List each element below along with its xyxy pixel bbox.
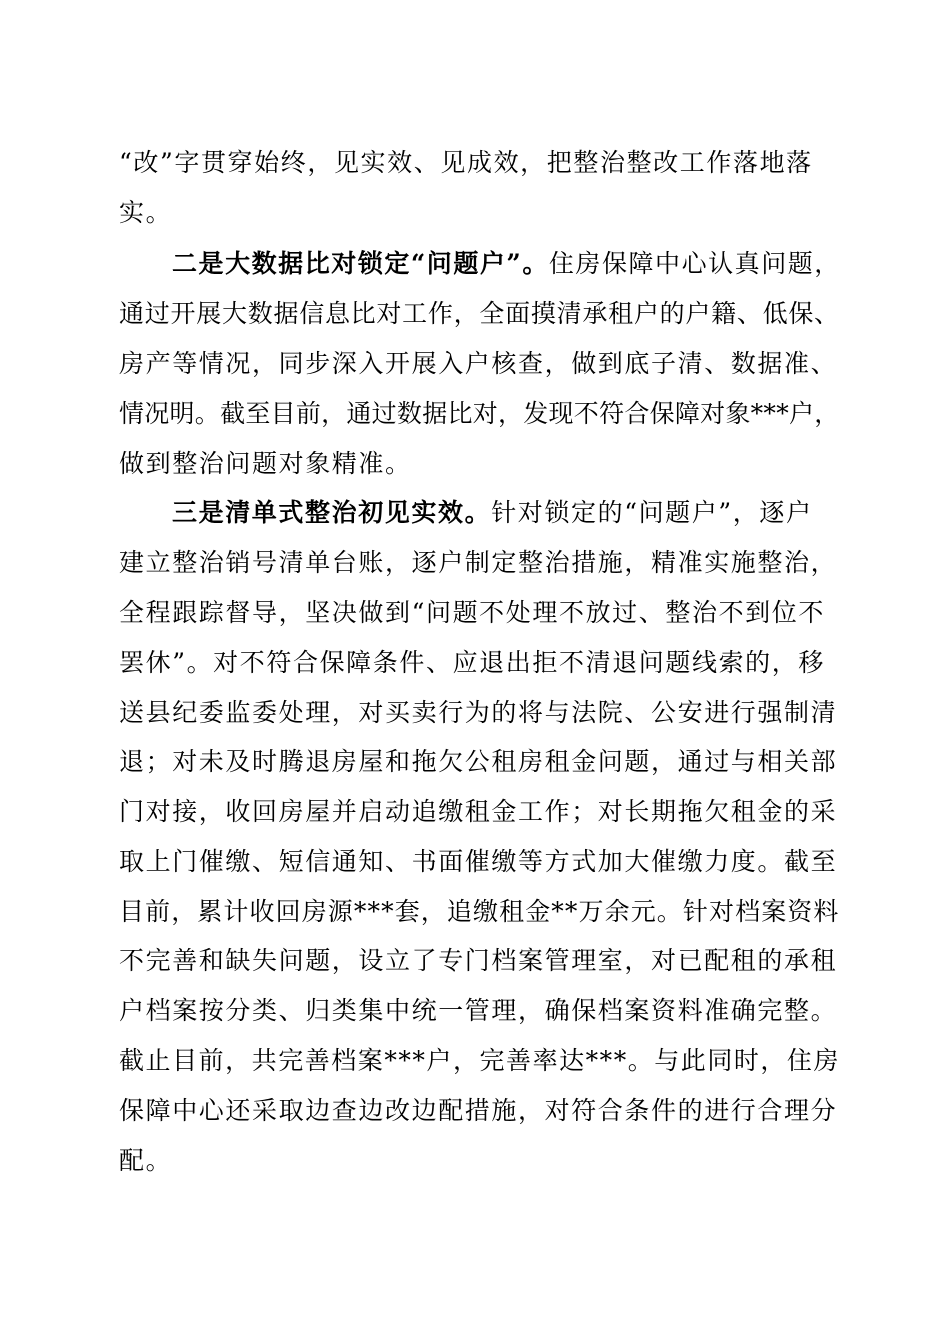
paragraph-3-line-10: 不完善和缺失问题，设立了专门档案管理室，对已配租的承租	[119, 946, 838, 975]
paragraph-3-line-6: 退；对未及时腾退房屋和拖欠公租房租金问题，通过与相关部	[119, 747, 838, 776]
paragraph-2-line-3: 房产等情况，同步深入开展入户核查，做到底子清、数据准、	[119, 349, 838, 378]
paragraph-1-line-1: “改”字贯穿始终，见实效、见成效，把整治整改工作落地落	[119, 148, 813, 177]
paragraph-2-first-line-text: 住房保障中心认真问题，	[548, 249, 841, 278]
paragraph-1-line-2: 实。	[119, 198, 173, 227]
paragraph-3-line-4: 罢休”。对不符合保障条件、应退出拒不清退问题线索的，移	[119, 648, 825, 677]
paragraph-2-heading: 二是大数据比对锁定“问题户”。	[172, 249, 549, 278]
paragraph-2-line-2: 通过开展大数据信息比对工作，全面摸清承租户的户籍、低保、	[119, 299, 840, 328]
paragraph-3-line-8: 取上门催缴、短信通知、书面催缴等方式加大催缴力度。截至	[119, 847, 838, 876]
paragraph-3-first-line-text: 针对锁定的“问题户”，逐户	[491, 498, 813, 527]
paragraph-3-line-5: 送县纪委监委处理，对买卖行为的将与法院、公安进行强制清	[119, 698, 838, 727]
paragraph-3-first-line	[172, 498, 813, 528]
paragraph-2-line-5: 做到整治问题对象精准。	[119, 449, 412, 478]
paragraph-3-line-14: 配。	[119, 1146, 173, 1175]
paragraph-2-first-line	[172, 249, 841, 279]
paragraph-3-line-12: 截止目前，共完善档案***户，完善率达***。与此同时，住房	[119, 1046, 841, 1075]
paragraph-3-line-11: 户档案按分类、归类集中统一管理，确保档案资料准确完整。	[119, 996, 838, 1025]
paragraph-3-line-13: 保障中心还采取边查边改边配措施，对符合条件的进行合理分	[119, 1096, 838, 1125]
paragraph-3-line-7: 门对接，收回房屋并启动追缴租金工作；对长期拖欠租金的采	[119, 797, 838, 826]
paragraph-3-line-9: 目前，累计收回房源***套，追缴租金**万余元。针对档案资料	[119, 897, 840, 926]
paragraph-3-line-2: 建立整治销号清单台账，逐户制定整治措施，精准实施整治，	[119, 548, 838, 577]
paragraph-2-line-4: 情况明。截至目前，通过数据比对，发现不符合保障对象***户，	[119, 399, 840, 428]
paragraph-3-line-3: 全程跟踪督导，坚决做到“问题不处理不放过、整治不到位不	[119, 598, 825, 627]
paragraph-3-heading: 三是清单式整治初见实效。	[172, 498, 492, 527]
